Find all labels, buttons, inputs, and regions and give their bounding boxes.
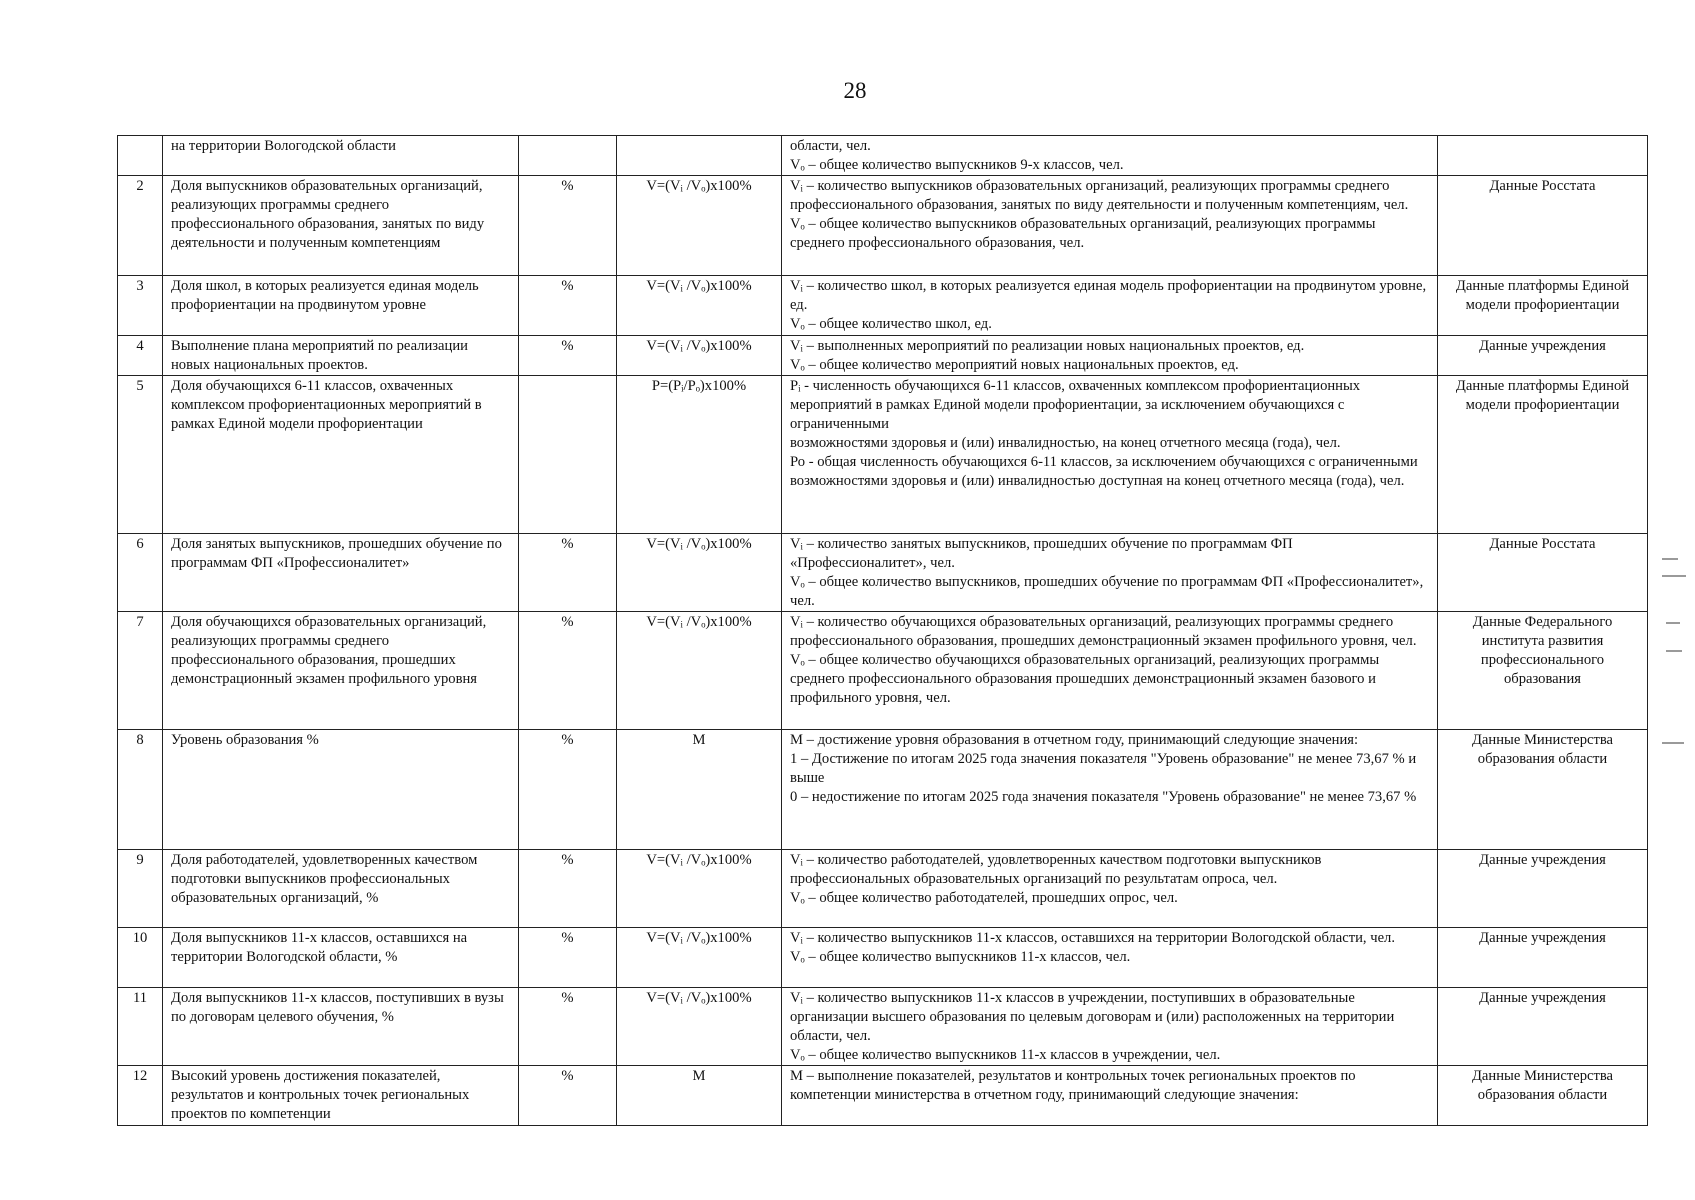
method-line: Vₒ – общее количество выпускников, прошедших обучение по программам ФП «Профессионалитет», чел. bbox=[790, 574, 1424, 609]
table-row bbox=[118, 928, 1648, 988]
calculation-formula: V=(Vᵢ /Vₒ)x100% bbox=[617, 612, 782, 730]
indicator-name: Доля обучающихся 6-11 классов, охваченных комплексом профориентационных мероприятий в рамках Единой модели профориентации bbox=[163, 376, 519, 534]
method-line: Vᵢ – количество работодателей, удовлетворенных качеством подготовки выпускников профессиональных образовательных организаций по результатам опроса, чел. bbox=[790, 852, 1322, 887]
indicator-name: Высокий уровень достижения показателей, результатов и контрольных точек региональных проектов по компетенции bbox=[163, 1066, 519, 1126]
unit-of-measure bbox=[519, 136, 617, 176]
calculation-method bbox=[782, 376, 1438, 534]
calculation-method bbox=[782, 276, 1438, 336]
method-line: Pᵢ - численность обучающихся 6-11 классов, охваченных комплексом профориентационных мероприятий в рамках Единой модели профориентации, за исключением обучающихся с ограниченными bbox=[790, 378, 1361, 432]
method-line: Vᵢ – количество выпускников 11-х классов, оставшихся на территории Вологодской области, чел. bbox=[790, 930, 1395, 946]
method-line: Vᵢ – количество обучающихся образовательных организаций, реализующих программы среднего профессионального образования, прошедших демонстрационный экзамен профильного уровня, чел. bbox=[790, 614, 1417, 649]
data-source bbox=[1438, 136, 1648, 176]
table-row bbox=[118, 176, 1648, 276]
method-line: Vₒ – общее количество выпускников 9-х классов, чел. bbox=[790, 157, 1124, 173]
method-line: Vₒ – общее количество выпускников 11-х классов, чел. bbox=[790, 949, 1131, 965]
table-row bbox=[118, 612, 1648, 730]
scan-mark bbox=[1662, 742, 1684, 744]
calculation-formula: V=(Vᵢ /Vₒ)x100% bbox=[617, 276, 782, 336]
calculation-method bbox=[782, 176, 1438, 276]
data-source: Данные Росстата bbox=[1438, 176, 1648, 276]
scan-mark bbox=[1662, 558, 1678, 560]
table-row bbox=[118, 376, 1648, 534]
data-source: Данные учреждения bbox=[1438, 928, 1648, 988]
method-line: 1 – Достижение по итогам 2025 года значения показателя "Уровень образование" не менее 73,67 % и выше bbox=[790, 751, 1417, 786]
page-number: 28 bbox=[843, 78, 867, 103]
method-line: Vᵢ – выполненных мероприятий по реализации новых национальных проектов, ед. bbox=[790, 338, 1305, 354]
data-source: Данные учреждения bbox=[1438, 336, 1648, 376]
method-line: Vₒ – общее количество мероприятий новых национальных проектов, ед. bbox=[790, 357, 1239, 373]
row-number: 7 bbox=[118, 612, 163, 730]
indicator-name: Доля занятых выпускников, прошедших обучение по программам ФП «Профессионалитет» bbox=[163, 534, 519, 612]
calculation-formula: V=(Vᵢ /Vₒ)x100% bbox=[617, 850, 782, 928]
indicator-name: Выполнение плана мероприятий по реализации новых национальных проектов. bbox=[163, 336, 519, 376]
data-source: Данные Министерства образования области bbox=[1438, 1066, 1648, 1126]
method-line: возможностями здоровья и (или) инвалидностью, на конец отчетного месяца (года), чел. bbox=[790, 435, 1341, 451]
calculation-formula: V=(Vᵢ /Vₒ)x100% bbox=[617, 336, 782, 376]
indicator-name: Доля выпускников 11-х классов, оставшихся на территории Вологодской области, % bbox=[163, 928, 519, 988]
method-line: Vₒ – общее количество школ, ед. bbox=[790, 316, 992, 332]
calculation-formula: M bbox=[617, 730, 782, 850]
unit-of-measure: % bbox=[519, 928, 617, 988]
calculation-method bbox=[782, 136, 1438, 176]
row-number: 10 bbox=[118, 928, 163, 988]
calculation-method bbox=[782, 534, 1438, 612]
table-row bbox=[118, 534, 1648, 612]
calculation-method bbox=[782, 730, 1438, 850]
row-number: 8 bbox=[118, 730, 163, 850]
calculation-formula bbox=[617, 136, 782, 176]
unit-of-measure: % bbox=[519, 276, 617, 336]
calculation-formula: M bbox=[617, 1066, 782, 1126]
calculation-formula: V=(Vᵢ /Vₒ)x100% bbox=[617, 928, 782, 988]
method-line: М – достижение уровня образования в отчетном году, принимающий следующие значения: bbox=[790, 732, 1359, 748]
row-number: 12 bbox=[118, 1066, 163, 1126]
table-row bbox=[118, 136, 1648, 176]
method-line: Vᵢ – количество выпускников 11-х классов в учреждении, поступивших в образовательные организации высшего образования по целевым договорам и (или) расположенных на территории области, чел. bbox=[790, 990, 1395, 1044]
unit-of-measure: % bbox=[519, 336, 617, 376]
indicator-name: Доля выпускников 11-х классов, поступивших в вузы по договорам целевого обучения, % bbox=[163, 988, 519, 1066]
unit-of-measure: % bbox=[519, 534, 617, 612]
indicator-name: на территории Вологодской области bbox=[163, 136, 519, 176]
data-source: Данные платформы Единой модели профориентации bbox=[1438, 276, 1648, 336]
method-line: Vₒ – общее количество обучающихся образовательных организаций, реализующих программы среднего профессионального образования прошедших демонстрационный экзамен базового и профильного уровня, чел. bbox=[790, 652, 1380, 706]
row-number: 6 bbox=[118, 534, 163, 612]
table-row bbox=[118, 276, 1648, 336]
method-line: Vₒ – общее количество работодателей, прошедших опрос, чел. bbox=[790, 890, 1178, 906]
method-line: Vₒ – общее количество выпускников образовательных организаций, реализующих программы среднего профессионального образования, чел. bbox=[790, 216, 1376, 251]
row-number: 4 bbox=[118, 336, 163, 376]
table-row bbox=[118, 988, 1648, 1066]
table-row bbox=[118, 336, 1648, 376]
table-row bbox=[118, 730, 1648, 850]
data-source: Данные платформы Единой модели профориентации bbox=[1438, 376, 1648, 534]
method-line: М – выполнение показателей, результатов и контрольных точек региональных проектов по компетенции министерства в отчетном году, принимающий следующие значения: bbox=[790, 1068, 1356, 1103]
scan-mark bbox=[1666, 622, 1680, 624]
calculation-formula: V=(Vᵢ /Vₒ)x100% bbox=[617, 534, 782, 612]
unit-of-measure: % bbox=[519, 850, 617, 928]
unit-of-measure: % bbox=[519, 730, 617, 850]
scan-mark bbox=[1662, 575, 1686, 577]
row-number: 5 bbox=[118, 376, 163, 534]
unit-of-measure: % bbox=[519, 612, 617, 730]
method-line: Vᵢ – количество занятых выпускников, прошедших обучение по программам ФП «Профессионалитет», чел. bbox=[790, 536, 1293, 571]
method-line: области, чел. bbox=[790, 138, 871, 154]
calculation-method bbox=[782, 1066, 1438, 1126]
row-number: 2 bbox=[118, 176, 163, 276]
indicator-name: Уровень образования % bbox=[163, 730, 519, 850]
method-line: Vₒ – общее количество выпускников 11-х классов в учреждении, чел. bbox=[790, 1047, 1221, 1063]
row-number bbox=[118, 136, 163, 176]
calculation-method bbox=[782, 928, 1438, 988]
calculation-method bbox=[782, 612, 1438, 730]
data-source: Данные учреждения bbox=[1438, 988, 1648, 1066]
calculation-method bbox=[782, 336, 1438, 376]
unit-of-measure bbox=[519, 376, 617, 534]
calculation-formula: V=(Vᵢ /Vₒ)x100% bbox=[617, 988, 782, 1066]
indicator-name: Доля работодателей, удовлетворенных качеством подготовки выпускников профессиональных образовательных организаций, % bbox=[163, 850, 519, 928]
data-source: Данные Федерального института развития профессионального образования bbox=[1438, 612, 1648, 730]
data-source: Данные Росстата bbox=[1438, 534, 1648, 612]
method-line: 0 – недостижение по итогам 2025 года значения показателя "Уровень образование" не менее 73,67 % bbox=[790, 789, 1417, 805]
calculation-formula: P=(Pᵢ/Pₒ)x100% bbox=[617, 376, 782, 534]
scan-mark bbox=[1666, 650, 1682, 652]
indicator-name: Доля выпускников образовательных организаций, реализующих программы среднего профессионального образования, занятых по виду деятельности и полученным компетенциям bbox=[163, 176, 519, 276]
calculation-method bbox=[782, 988, 1438, 1066]
unit-of-measure: % bbox=[519, 176, 617, 276]
indicators-table-body bbox=[118, 136, 1648, 1126]
method-line: Vᵢ – количество выпускников образовательных организаций, реализующих программы среднего профессионального образования, занятых по виду деятельности и полученным компетенциям, чел. bbox=[790, 178, 1409, 213]
row-number: 11 bbox=[118, 988, 163, 1066]
indicators-table bbox=[117, 135, 1648, 1126]
row-number: 3 bbox=[118, 276, 163, 336]
table-row bbox=[118, 1066, 1648, 1126]
unit-of-measure: % bbox=[519, 1066, 617, 1126]
calculation-formula: V=(Vᵢ /Vₒ)x100% bbox=[617, 176, 782, 276]
method-line: Vᵢ – количество школ, в которых реализуется единая модель профориентации на продвинутом уровне, ед. bbox=[790, 278, 1427, 313]
indicator-name: Доля школ, в которых реализуется единая модель профориентации на продвинутом уровне bbox=[163, 276, 519, 336]
calculation-method bbox=[782, 850, 1438, 928]
data-source: Данные учреждения bbox=[1438, 850, 1648, 928]
table-row bbox=[118, 850, 1648, 928]
row-number: 9 bbox=[118, 850, 163, 928]
data-source: Данные Министерства образования области bbox=[1438, 730, 1648, 850]
indicator-name: Доля обучающихся образовательных организаций, реализующих программы среднего профессионального образования, прошедших демонстрационный экзамен профильного уровня bbox=[163, 612, 519, 730]
method-line: Ро - общая численность обучающихся 6-11 классов, за исключением обучающихся с ограниченными возможностями здоровья и (или) инвалидностью доступная на конец отчетного месяца (года), чел. bbox=[790, 454, 1418, 489]
unit-of-measure: % bbox=[519, 988, 617, 1066]
